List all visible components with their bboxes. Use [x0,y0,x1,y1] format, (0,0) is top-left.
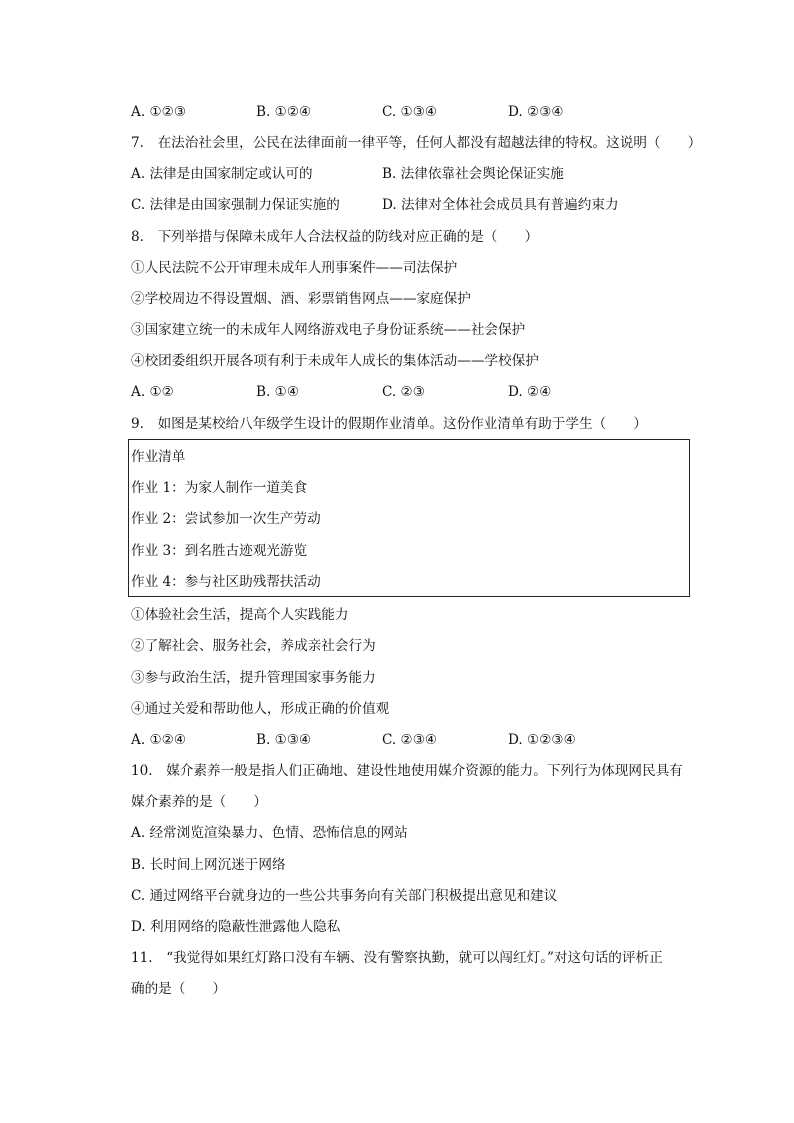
q10-option-b: B. 长时间上网沉迷于网络 [131,857,286,873]
q7-option-c: C. 法律是由国家强制力保证实施的 [131,197,340,213]
q10-stem-line-1: 10. 媒介素养一般是指人们正确地、建设性地使用媒介资源的能力。下列行为体现网民具有 [131,763,683,779]
q7-option-a: A. 法律是由国家制定或认可的 [131,166,313,182]
homework-list-box [128,439,690,597]
q8-item-1: ①人民法院不公开审理未成年人刑事案件——司法保护 [131,260,458,276]
q6-option-c: C. ①③④ [382,104,438,120]
q7-option-b: B. 法律依靠社会舆论保证实施 [382,166,564,182]
q11-stem-line-2: 确的是（ ） [131,981,227,997]
q7-stem: 7. 在法治社会里，公民在法律面前一律平等，任何人都没有超越法律的特权。这说明（ ） [131,135,702,151]
homework-item-3: 作业 3：到名胜古迹观光游览 [131,543,308,559]
q8-item-4: ④校团委组织开展各项有利于未成年人成长的集体活动——学校保护 [131,353,539,369]
q10-option-a: A. 经常浏览渲染暴力、色情、恐怖信息的网站 [131,825,408,841]
q10-option-c: C. 通过网络平台就身边的一些公共事务向有关部门积极提出意见和建议 [131,888,558,904]
homework-item-2: 作业 2：尝试参加一次生产劳动 [131,511,321,527]
q9-item-4: ④通过关爱和帮助他人，形成正确的价值观 [131,701,390,717]
q6-option-d: D. ②③④ [508,104,564,120]
q9-item-3: ③参与政治生活，提升管理国家事务能力 [131,670,376,686]
q10-stem-line-2: 媒介素养的是（ ） [131,794,267,810]
q9-option-d: D. ①②③④ [508,732,576,748]
q8-option-b: B. ①④ [256,384,300,400]
q7-option-d: D. 法律对全体社会成员具有普遍约束力 [382,197,619,213]
q10-option-d: D. 利用网络的隐蔽性泄露他人隐私 [131,919,341,935]
q8-item-2: ②学校周边不得设置烟、酒、彩票销售网点——家庭保护 [131,291,471,307]
q8-item-3: ③国家建立统一的未成年人网络游戏电子身份证系统——社会保护 [131,322,526,338]
q8-stem: 8. 下列举措与保障未成年人合法权益的防线对应正确的是（ ） [131,229,539,245]
homework-item-1: 作业 1：为家人制作一道美食 [131,480,308,496]
q8-option-a: A. ①② [131,384,174,400]
q8-option-d: D. ②④ [508,384,552,400]
q9-stem: 9. 如图是某校给八年级学生设计的假期作业清单。这份作业清单有助于学生（ ） [131,416,647,432]
homework-item-4: 作业 4：参与社区助残帮扶活动 [131,574,321,590]
q11-stem-line-1: 11. “我觉得如果红灯路口没有车辆、没有警察执勤，就可以闯红灯。”对这句话的评析正 [131,950,663,966]
q9-option-b: B. ①③④ [256,732,312,748]
q9-item-2: ②了解社会、服务社会，养成亲社会行为 [131,638,376,654]
q6-option-a: A. ①②③ [131,104,187,120]
q9-option-c: C. ②③④ [382,732,438,748]
q8-option-c: C. ②③ [382,384,425,400]
q6-option-b: B. ①②④ [256,104,312,120]
homework-list-title: 作业清单 [131,449,186,465]
q9-option-a: A. ①②④ [131,732,187,748]
q9-item-1: ①体验社会生活，提高个人实践能力 [131,607,349,623]
